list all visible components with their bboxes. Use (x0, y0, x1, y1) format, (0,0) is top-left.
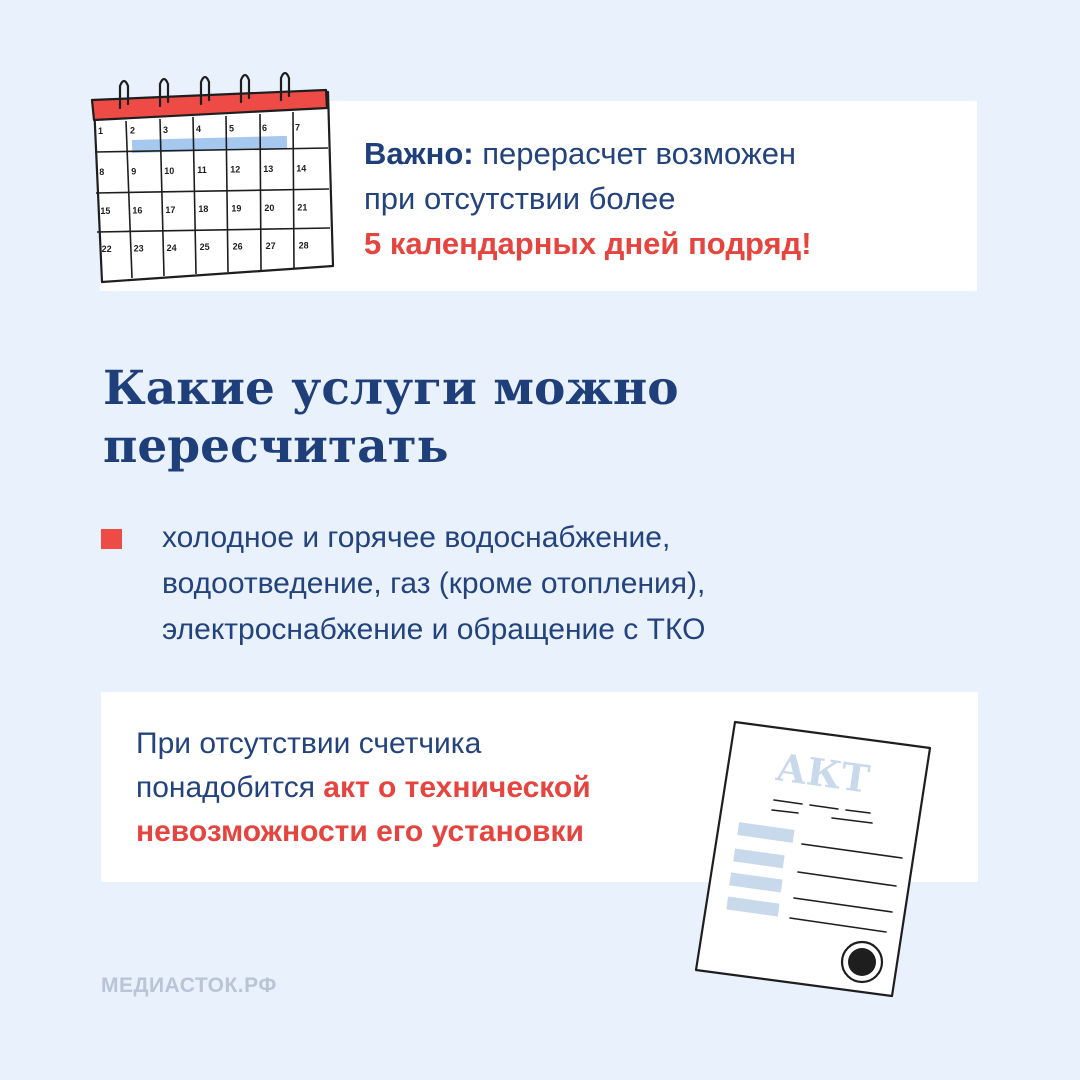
services-line2: водоотведение, газ (кроме отопления), (162, 567, 706, 600)
calendar-day-9: 9 (131, 166, 137, 177)
calendar-day-5: 5 (229, 123, 235, 134)
calendar-day-19: 19 (231, 203, 242, 214)
document-act-icon (690, 712, 940, 1002)
calendar-day-26: 26 (232, 241, 243, 252)
calendar-day-6: 6 (262, 123, 268, 133)
calendar-day-12: 12 (230, 164, 241, 175)
important-text (364, 131, 812, 266)
services-line3: электроснабжение и обращение с ТКО (162, 613, 706, 646)
act-note-text (136, 722, 696, 854)
act-note-line3-red: невозможности его установки (136, 815, 584, 848)
calendar-day-2: 2 (130, 125, 136, 136)
act-note-line1: При отсутствии счетчика (136, 727, 482, 760)
important-line1: перерасчет возможен (473, 136, 797, 171)
page-title-line1: Какие услуги можно (103, 361, 679, 416)
calendar-day-20: 20 (264, 203, 275, 213)
calendar-day-8: 8 (99, 167, 105, 177)
calendar-day-21: 21 (297, 202, 308, 213)
page-title-line2: пересчитать (103, 419, 449, 474)
important-line3: 5 календарных дней подряд! (364, 226, 812, 261)
calendar-day-3: 3 (163, 124, 169, 135)
calendar-day-11: 11 (197, 165, 207, 176)
document-title: АКТ (773, 744, 873, 802)
act-note-line2-red: акт о технической (323, 771, 591, 804)
calendar-day-27: 27 (265, 241, 276, 251)
calendar-day-7: 7 (295, 122, 301, 133)
calendar-day-10: 10 (164, 165, 175, 176)
calendar-day-15: 15 (100, 206, 111, 216)
important-label: Важно: (364, 136, 474, 171)
calendar-day-25: 25 (199, 242, 210, 253)
calendar-day-18: 18 (198, 204, 209, 215)
important-line2: при отсутствии более (364, 181, 676, 216)
calendar-day-16: 16 (132, 205, 143, 216)
calendar-day-1: 1 (98, 126, 104, 136)
calendar-day-4: 4 (196, 124, 202, 135)
calendar-day-14: 14 (296, 163, 307, 174)
calendar-day-22: 22 (101, 244, 112, 254)
bullet-square-icon (101, 529, 122, 549)
act-note-line2-plain: понадобится (136, 771, 324, 804)
calendar-day-17: 17 (165, 204, 176, 215)
page-title (103, 360, 903, 476)
calendar-day-28: 28 (298, 240, 309, 251)
calendar-day-23: 23 (133, 243, 144, 254)
calendar-day-24: 24 (166, 242, 177, 253)
calendar-day-13: 13 (263, 164, 274, 174)
services-list-item (162, 515, 922, 653)
services-line1: холодное и горячее водоснабжение, (162, 521, 671, 554)
calendar-icon (88, 64, 338, 289)
brand-logo: МЕДИАСТОК.РФ (101, 974, 277, 997)
